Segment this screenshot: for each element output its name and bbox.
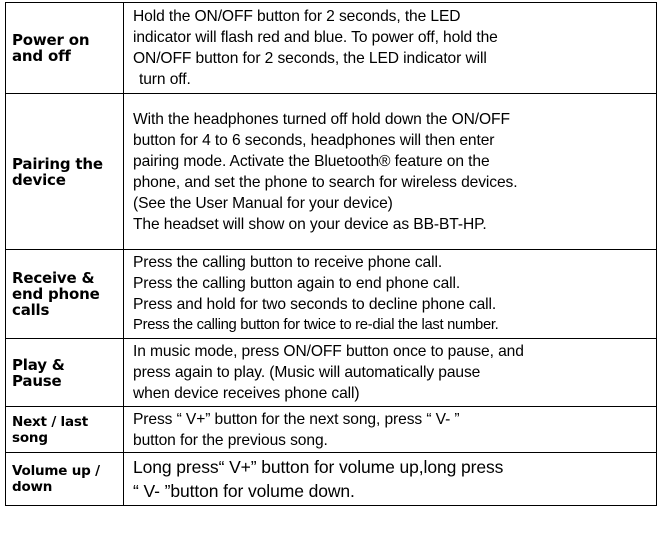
description-line: turn off. [139, 71, 191, 88]
table-row-play-pause [6, 339, 657, 407]
row-label-play-pause [6, 339, 124, 407]
row-description-pairing [124, 94, 657, 250]
row-label-next-last [6, 407, 124, 453]
table-row-power [6, 3, 657, 94]
row-label-line: song [12, 429, 48, 446]
description-line: Press the calling button for twice to re-dial the last number. [133, 317, 499, 333]
row-description-next-last [124, 407, 657, 453]
description-line: press again to play. (Music will automatically pause [133, 364, 481, 381]
row-label-line: and off [12, 47, 71, 65]
row-description-play-pause [124, 339, 657, 407]
row-label-line: Volume up / [12, 463, 100, 479]
row-label-line: Pause [12, 371, 62, 390]
row-label-line: Pairing the [12, 154, 103, 173]
row-description-calls [124, 250, 657, 339]
row-label-line: Power on [12, 31, 90, 49]
row-description-volume [124, 453, 657, 506]
row-label-line: calls [12, 301, 50, 319]
description-line: Press “ V+” button for the next song, press “ V- ” [133, 410, 460, 428]
description-line: With the headphones turned off hold down the ON/OFF [133, 110, 510, 128]
table-row-next-last [6, 407, 657, 453]
row-label-line: end phone [12, 285, 100, 303]
description-line: pairing mode. Activate the Bluetooth® feature on the [133, 152, 490, 170]
description-line: button for 4 to 6 seconds, headphones will then enter [133, 131, 495, 149]
row-label-pairing [6, 94, 124, 250]
description-line: phone, and set the phone to search for wireless devices. [133, 173, 518, 191]
row-label-line: Receive & [12, 269, 95, 287]
description-line: indicator will flash red and blue. To power off, hold the [133, 29, 498, 46]
instructions-table [5, 2, 657, 506]
table-row-volume [6, 453, 657, 506]
description-line: ON/OFF button for 2 seconds, the LED indicator will [133, 50, 487, 67]
row-label-calls [6, 250, 124, 339]
description-line: Hold the ON/OFF button for 2 seconds, the LED [133, 8, 461, 25]
description-line: Long press“ V+” button for volume up,long press [133, 457, 504, 477]
description-line: Press the calling button again to end phone call. [133, 275, 461, 292]
description-line: (See the User Manual for your device) [133, 194, 393, 212]
row-label-line: device [12, 170, 66, 189]
description-line: Press and hold for two seconds to decline phone call. [133, 296, 497, 313]
row-label-line: down [12, 479, 53, 495]
row-label-line: Next / last [12, 413, 88, 430]
table-row-pairing [6, 94, 657, 250]
description-line: Press the calling button to receive phone call. [133, 254, 443, 271]
row-label-power [6, 3, 124, 94]
description-line: when device receives phone call) [133, 385, 360, 402]
row-description-power [124, 3, 657, 94]
row-label-line: Play & [12, 355, 65, 374]
description-line: The headset will show on your device as BB-BT-HP. [133, 215, 487, 233]
row-label-volume [6, 453, 124, 506]
description-line: button for the previous song. [133, 431, 328, 449]
description-line: In music mode, press ON/OFF button once to pause, and [133, 343, 524, 360]
description-line: “ V- ”button for volume down. [133, 481, 355, 501]
table-row-calls [6, 250, 657, 339]
